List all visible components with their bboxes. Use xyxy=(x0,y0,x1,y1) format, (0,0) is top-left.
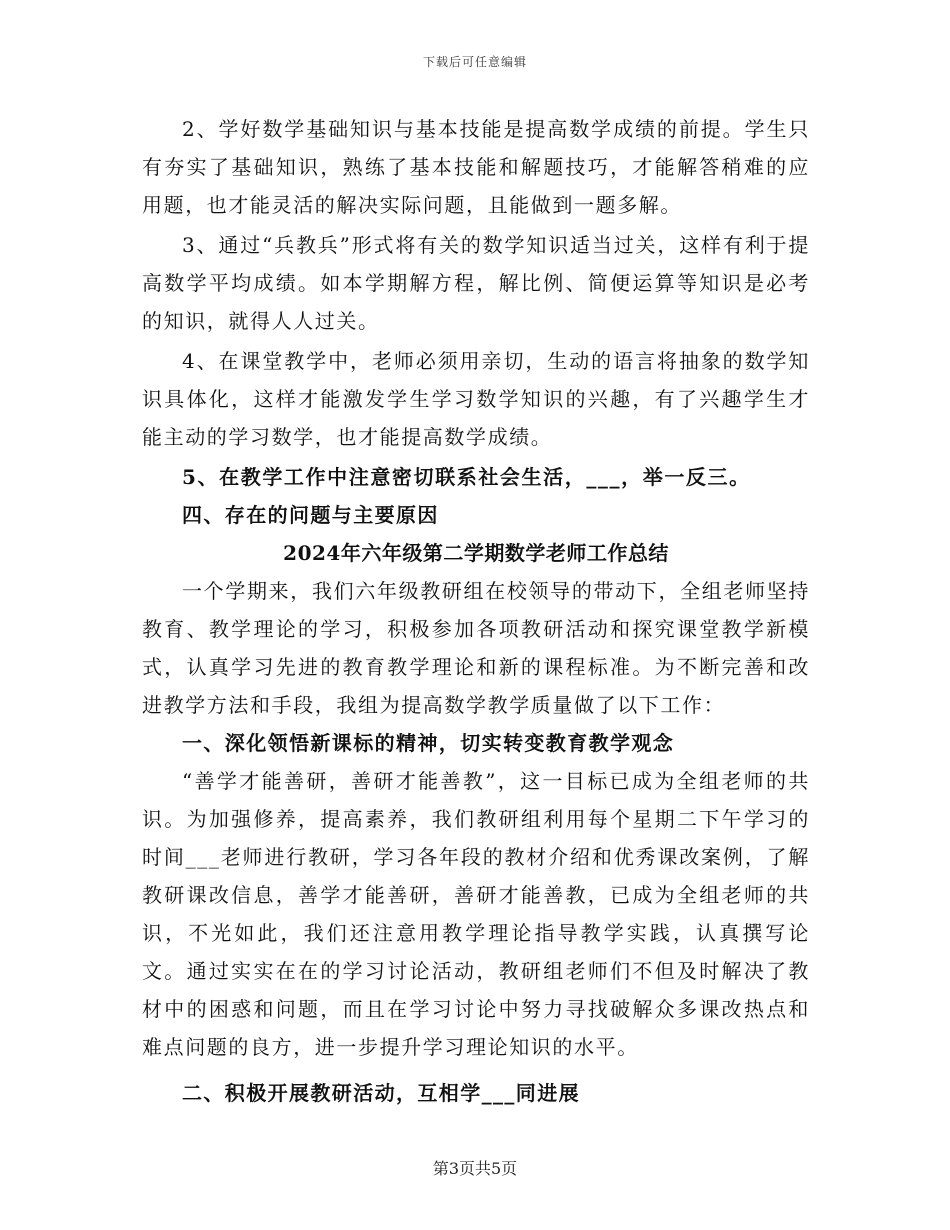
page-header: 下载后可任意编辑 xyxy=(422,55,527,69)
paragraph-item-3: 3、通过“兵教兵”形式将有关的数学知识适当过关，这样有利于提高数学平均成绩。如本学期解方程，解比例、简便运算等知识是必考的知识，就得人人过关。 xyxy=(142,233,810,333)
paragraph-item-5: 5、在教学工作中注意密切联系社会生活，___，举一反三。 xyxy=(182,465,751,489)
document-body xyxy=(142,110,810,1112)
body-paragraph-one: “善学才能善研，善研才能善教”，这一目标已成为全组老师的共识。为加强修养，提高素养，我们教研组利用每个星期二下午学习的时间___老师进行教研，学习各年段的教材介绍和优秀课改案例，了解教研课改信息，善学才能善研，善研才能善教，已成为全组老师的共识，不光如此，我们还注意用教学理论指导教学实践，认真撰写论文。通过实实在在的学习讨论活动，教研组老师们不但及时解决了教材中的困惑和问题，而且在学习讨论中努力寻找破解众多课改热点和难点问题的良方，进一步提升学习理论知识的水平。 xyxy=(142,769,810,1059)
section-heading-two: 二、积极开展教研活动，互相学___同进展 xyxy=(182,1081,580,1105)
paragraph-item-2: 2、学好数学基础知识与基本技能是提高数学成绩的前提。学生只有夯实了基础知识，熟练了基本技能和解题技巧，才能解答稍难的应用题，也才能灵活的解决实际问题，且能做到一题多解。 xyxy=(142,117,810,217)
page-footer: 第3页共5页 xyxy=(432,1159,518,1178)
paragraph-item-4: 4、在课堂教学中，老师必须用亲切，生动的语言将抽象的数学知识具体化，这样才能激发学生学习数学知识的兴趣，有了兴趣学生才能主动的学习数学，也才能提高数学成绩。 xyxy=(142,349,810,449)
document-title: 2024年六年级第二学期数学老师工作总结 xyxy=(283,541,669,565)
section-heading-four: 四、存在的问题与主要原因 xyxy=(182,503,439,527)
intro-paragraph: 一个学期来，我们六年级教研组在校领导的带动下，全组老师坚持教育、教学理论的学习，积极参加各项教研活动和探究课堂教学新模式，认真学习先进的教育教学理论和新的课程标准。为不断完善和改进教学方法和手段，我组为提高数学教学质量做了以下工作： xyxy=(142,579,810,717)
section-heading-one: 一、深化领悟新课标的精神，切实转变教育教学观念 xyxy=(182,731,675,755)
